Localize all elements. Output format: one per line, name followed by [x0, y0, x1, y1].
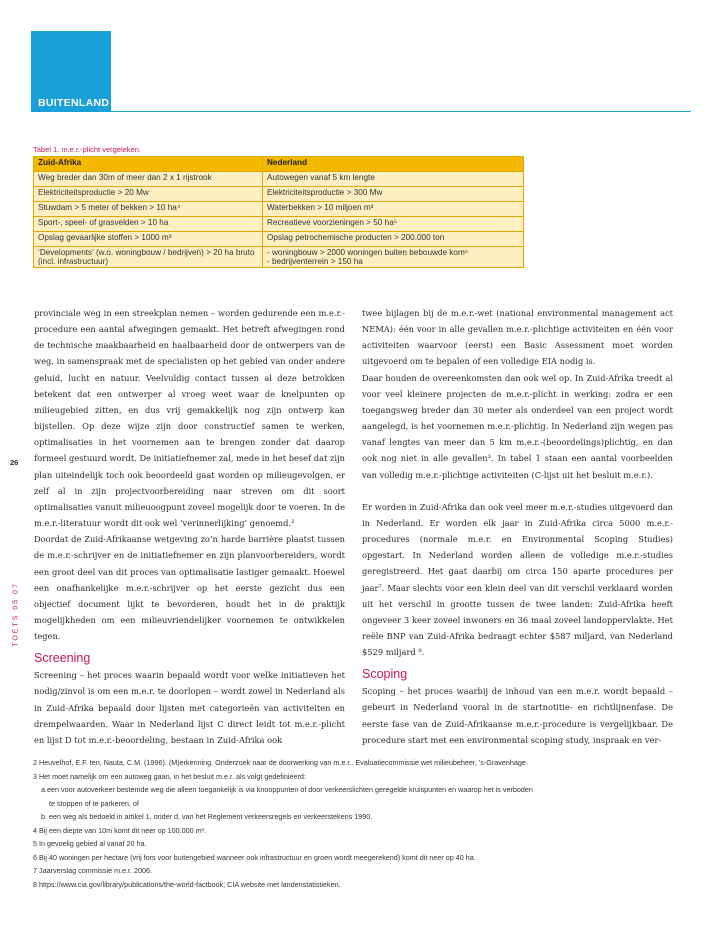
- table-caption: Tabel 1. m.e.r.-plicht vergeleken.: [33, 145, 141, 154]
- footnote: te stoppen of te parkeren, of: [49, 798, 139, 808]
- footnotes: [33, 756, 693, 891]
- table-row: [34, 232, 524, 247]
- header-divider: [31, 111, 691, 112]
- table-header-cell: Zuid-Afrika: [34, 157, 263, 172]
- table-cell: Elektriciteitsproductie > 300 Mw: [263, 187, 524, 202]
- table-cell: Opslag petrochemische producten > 200.000 ton: [263, 232, 524, 247]
- footnote: 7 Jaarverslag commissie m.e.r. 2006.: [33, 866, 153, 875]
- section-heading-scoping: Scoping: [362, 667, 408, 682]
- paragraph-gap: [362, 483, 673, 499]
- footnote: 6 Bij 40 woningen per hectare (vrij fors voor buitengebied wanneer ook infrastructuur en groen wordt meegerekend) komt dit neer op 40 ha.: [33, 852, 476, 862]
- table-header-row: [34, 157, 524, 172]
- body-paragraph: Daar houden de overeenkomsten dan ook wel op. In Zuid-Afrika treedt al voor veel kleinere projecten de m.e.r.-plicht in werking: zodra er een toegangsweg breder dan 30 meter als onderdeel van een project wordt aangelegd, is het voornemen m.e.r.-plichtig. In Nederland zijn wegen pas vanaf lengtes van meer dan 5 km m.e.r.-(beoordelings)plichtig, en dan ook nog niet in alle gevallen³. In tabel 1 staan een aantal voorbeelden van volledig m.e.r.-plichtige activiteiten (C-lijst uit het besluit m.e.r.).: [362, 372, 673, 480]
- body-paragraph: Er worden in Zuid-Afrika dan ook veel meer m.e.r.-studies uitgevoerd dan in Nederland. Er worden elk jaar in Zuid-Afrika circa 5000 m.e.r.-procedures (normale m.e.r. en Environmental Scoping Studies) opgestart. In Nederland worden alleen de volledige m.e.r.-studies geregistreerd. Het gaat daarbij om circa 150 aparte procedures per jaar⁷. Maar slechts voor een klein deel van dit verschil verklaard worden uit het verschil in grootte tussen de twee landen: Zuid-Afrika heeft ongeveer 3 keer zoveel inwoners en 36 maal zoveel landoppervlakte. Het reële BNP van Zuid-Afrika bedraagt echter $587 miljard, van Nederland $529 miljard ⁸.: [362, 501, 673, 658]
- footnote: 4 Bij een diepte van 10m komt dit neer op 100.000 m³.: [33, 825, 207, 835]
- table-cell: Elektriciteitsproductie > 20 Mw: [34, 187, 263, 202]
- body-paragraph: Doordat de Zuid-Afrikaanse wetgeving zo’n harde barrière plaatst tussen de m.e.r.-schrijver en de initiatiefnemer en zijn planvoorbereiders, wordt een groot deel van dit proces van optimalisatie lastiger gemaakt. Hoewel een onafhankelijke m.e.r.-schrijver op het eerste gezicht dus een objectief document lijkt te bevorderen, houdt het in de praktijk mogelijkheden om een milieuvriendelijker voornemen te ontwikkelen tegen.: [34, 534, 345, 642]
- journal-issue-label: TOETS 05 07: [12, 582, 20, 647]
- footnote: a.een voor autoverkeer bestemde weg die alleen toegankelijk is via knooppunten of door verkeerslichten geregelde kruispunten en waarop het is verboden: [41, 785, 533, 794]
- footnote: 2 Heuvelhof, E.F. ten, Nauta, C.M. (1996). (M)erkenning. Onderzoek naar de doorwerking van m.e.r.. Evaluatiecommissie wet milieubeheer, ’s-Gravenhage.: [33, 758, 528, 767]
- footnote: b. een weg als bedoeld in artikel 1, onder d, van het Reglement verkeersregels en verkeerstekens 1990.: [41, 812, 373, 821]
- table-header-cell: Nederland: [263, 157, 524, 172]
- table-row: [34, 247, 524, 268]
- footnote: 3 Het moet namelijk om een autoweg gaan, in het besluit m.e.r. als volgt gedefinieerd:: [33, 771, 306, 781]
- body-paragraph: provinciale weg in een streekplan nemen – worden gedurende een m.e.r.-procedure een aantal afwegingen gemaakt. Het betreft afwegingen rond de technische maakbaarheid en haalbaarheid door de ontwerpers van de weg, in samenspraak met de specialisten op het gebied van onder andere geluid, lucht en natuur. Veelvuldig contact tussen al deze betrokken betekent dat een ontwerper al vroeg weet waar de knelpunten op milieugebied zitten, en dus vrij gemakkelijk nog zijn ontwerp kan bijstellen. Op deze wijze zijn door constructief samen te werken, optimalisaties in het voornemen aan te brengen zonder dat daarop formeel gestuurd wordt. De initiatiefnemer zal, mede in het besef dat zijn plan uiteindelijk toch ook beoordeeld gaat worden op milieugevolgen, er zelf al in zijn projectvoorbereiding naar streven om dit soort optimalisaties vanuit milieuoogpunt zoveel mogelijk door te voeren. In de m.e.r.-literatuur wordt dit ook wel ‘verinnerlijking’ genoemd.²: [34, 308, 345, 529]
- body-paragraph: Screening – het proces waarin bepaald wordt voor welke initiatieven het nodig/zinvol is om een m.e.r. te doorlopen – wordt zowel in Nederland als in Zuid-Afrika bepaald door lijsten met categorieën van activiteiten en drempelwaarden. Waar in Nederland lijst C direct leidt tot m.e.r.-plicht en lijst D tot m.e.r.-beoordeling, bestaan in Zuid-Afrika ook: [34, 670, 345, 745]
- table-row: [34, 217, 524, 232]
- table-cell: Autowegen vanaf 5 km lengte: [263, 172, 524, 187]
- body-paragraph: twee bijlagen bij de m.e.r.-wet (national environmental management act NEMA): één voor in alle gevallen m.e.r.-plichtige activiteiten en één voor activiteiten waarvoor (eerst) een Basic Assessment moet worden uitgevoerd om te bepalen of een volledige EIA nodig is.: [362, 308, 673, 367]
- footnote: 8 https://www.cia.gov/library/publications/the-world-factbook; CIA website met landenstatistieken.: [33, 879, 341, 889]
- page-number: 26: [10, 458, 19, 467]
- section-heading-screening: Screening: [34, 651, 91, 666]
- comparison-table: [33, 156, 524, 268]
- table-cell: - woningbouw > 2000 woningen buiten bebouwde kom⁶ - bedrijventerrein > 150 ha: [263, 247, 524, 268]
- right-text-column: [362, 305, 673, 748]
- table-cell: Sport-, speel- of grasvelden > 10 ha: [34, 217, 263, 232]
- table-cell: Recreatieve voorzieningen > 50 ha⁵: [263, 217, 524, 232]
- table-cell: ‘Developments’ (w.o. woningbouw / bedrijven) > 20 ha bruto (incl. infrastructuur): [34, 247, 263, 268]
- table-row: [34, 172, 524, 187]
- section-label: BUITENLAND: [38, 97, 110, 109]
- table-row: [34, 187, 524, 202]
- left-text-column: [34, 305, 345, 748]
- table-cell: Stuwdam > 5 meter of bekken > 10 ha⁴: [34, 202, 263, 217]
- body-paragraph: Scoping – het proces waarbij de inhoud van een m.e.r. wordt bepaald – gebeurt in Nederland vooral in de startnotitie- en richtlijnenfase. De eerste fase van de Zuid-Afrikaanse m.e.r.-procedure is vergelijkbaar. De procedure start met een environmental scoping study, inspraak en ver-: [362, 686, 673, 745]
- table-cell: Waterbekken > 10 miljoen m³: [263, 202, 524, 217]
- table-cell: Weg breder dan 30m of meer dan 2 x 1 rijstrook: [34, 172, 263, 187]
- table-row: [34, 202, 524, 217]
- comparison-table-container: [33, 156, 524, 268]
- table-cell: Opslag gevaarlijke stoffen > 1000 m³: [34, 232, 263, 247]
- footnote: 5 In gevoelig gebied al vanaf 20 ha.: [33, 839, 147, 848]
